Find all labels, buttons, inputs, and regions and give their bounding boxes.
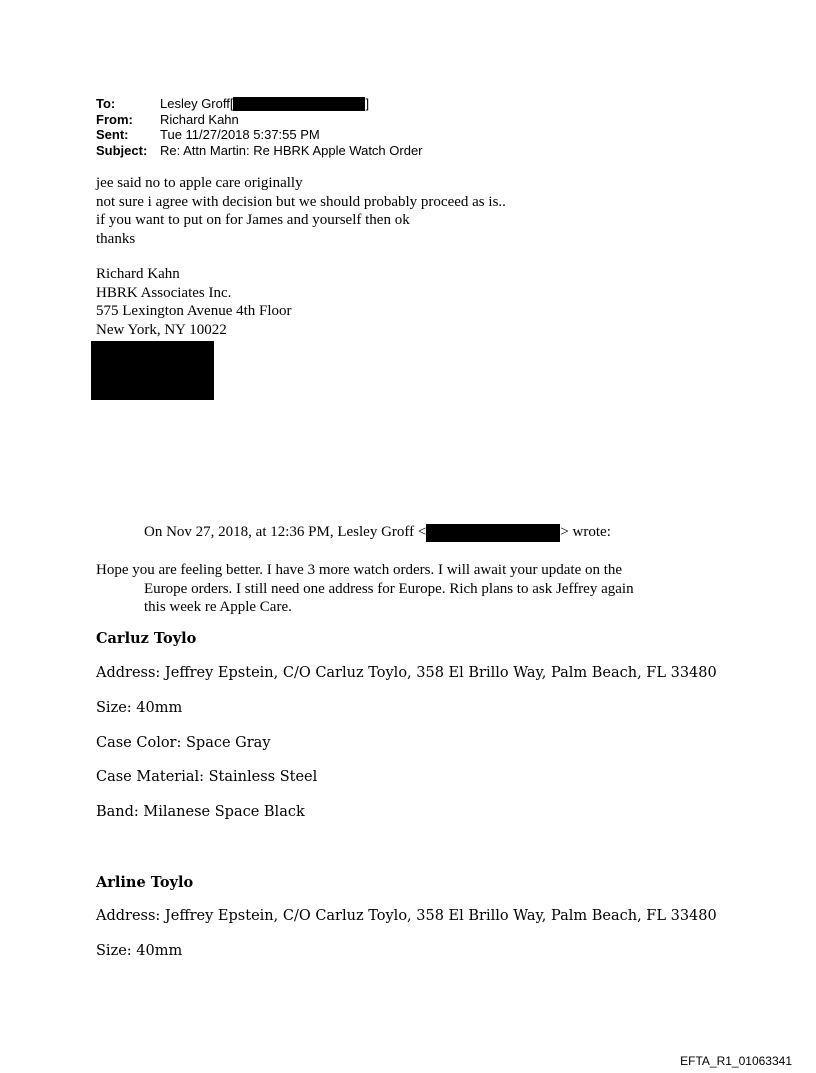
order-size: Size: 40mm	[96, 700, 183, 716]
redaction-box	[233, 97, 365, 111]
order-address: Address: Jeffrey Epstein, C/O Carluz Toylo, 358 El Brillo Way, Palm Beach, FL 33480	[96, 908, 717, 924]
body-line: jee said no to apple care originally	[96, 175, 303, 191]
from-label: From:	[96, 111, 133, 127]
order-name: Arline Toylo	[96, 874, 194, 891]
body-line: not sure i agree with decision but we should probably proceed as is..	[96, 193, 506, 210]
to-value: Lesley Groff[	[160, 96, 234, 111]
email-body	[96, 174, 506, 248]
order-case-color: Case Color: Space Gray	[96, 735, 271, 751]
order-size: Size: 40mm	[96, 943, 183, 959]
header-to-row	[96, 96, 423, 112]
paragraph-line: Europe orders. I still need one address for Europe. Rich plans to ask Jeffrey again	[144, 580, 634, 597]
signature-line: HBRK Associates Inc.	[96, 284, 232, 301]
to-label: To:	[96, 96, 116, 111]
paragraph-line: this week re Apple Care.	[144, 599, 292, 615]
redaction-block	[91, 341, 214, 400]
email-header	[96, 96, 423, 158]
quote-intro	[144, 522, 611, 542]
signature-line: Richard Kahn	[96, 266, 180, 282]
signature-line: 575 Lexington Avenue 4th Floor	[96, 303, 292, 319]
document-id: EFTA_R1_01063341	[680, 1054, 792, 1068]
sent-value: Tue 11/27/2018 5:37:55 PM	[160, 127, 320, 142]
order-band: Band: Milanese Space Black	[96, 804, 305, 820]
order-case-material: Case Material: Stainless Steel	[96, 769, 318, 785]
body-line: if you want to put on for James and yourself then ok	[96, 212, 410, 228]
quoted-paragraph	[96, 561, 696, 617]
signature-block	[96, 265, 292, 339]
from-value: Richard Kahn	[160, 111, 239, 127]
header-subject-row	[96, 143, 423, 159]
header-sent-row	[96, 127, 423, 143]
subject-label: Subject:	[96, 142, 148, 158]
sent-label: Sent:	[96, 127, 129, 142]
signature-line: New York, NY 10022	[96, 321, 227, 338]
quote-intro-text: On Nov 27, 2018, at 12:36 PM, Lesley Groff <	[144, 524, 427, 540]
quote-intro-suffix: > wrote:	[560, 524, 611, 540]
order-name: Carluz Toylo	[96, 630, 197, 647]
subject-value: Re: Attn Martin: Re HBRK Apple Watch Order	[160, 142, 423, 158]
paragraph-line: Hope you are feeling better. I have 3 more watch orders. I will await your update on the	[96, 562, 623, 578]
header-from-row	[96, 112, 423, 128]
to-close-bracket: ]	[365, 96, 370, 111]
body-line: thanks	[96, 230, 136, 247]
redaction-box	[426, 524, 560, 542]
order-address: Address: Jeffrey Epstein, C/O Carluz Toylo, 358 El Brillo Way, Palm Beach, FL 33480	[96, 665, 717, 681]
